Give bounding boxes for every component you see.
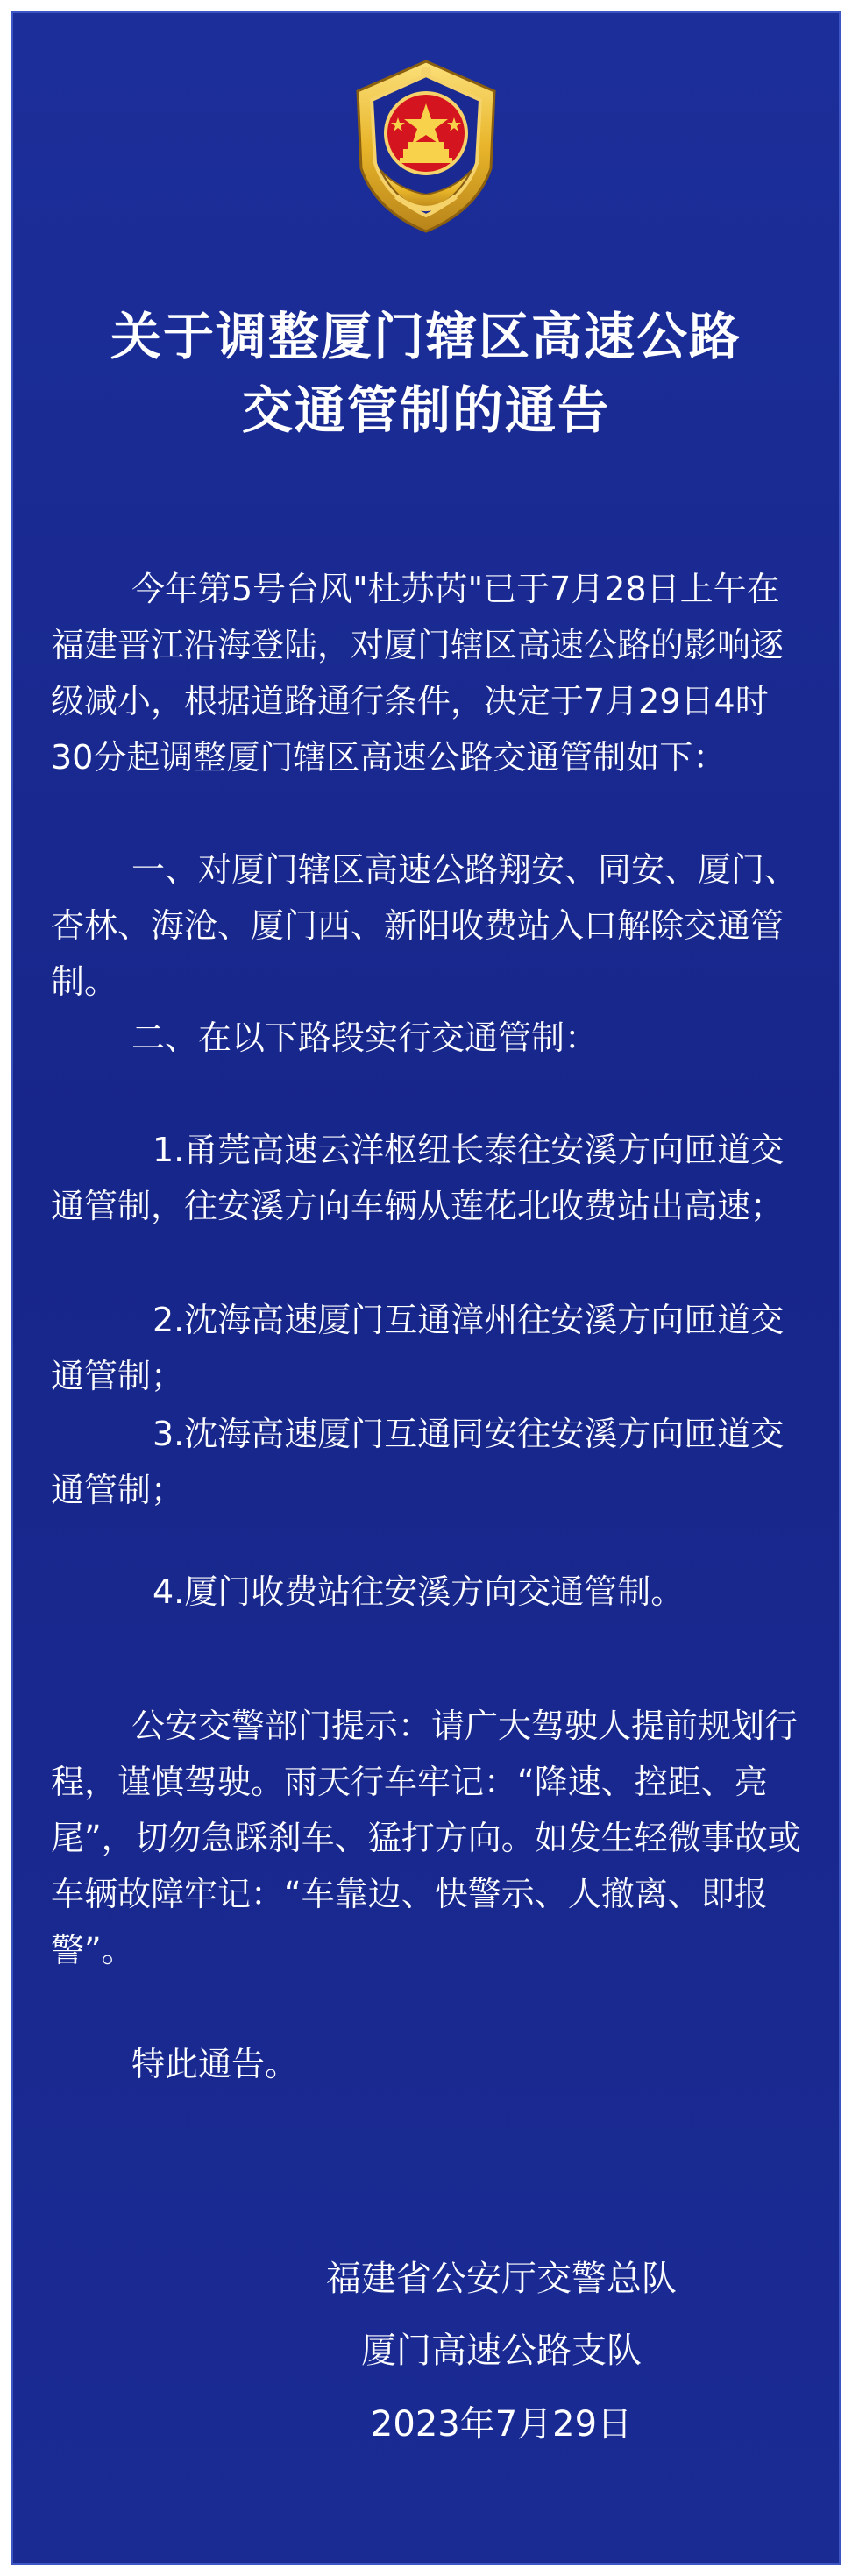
signature-date: 2023年7月29日	[370, 2404, 633, 2445]
section-two-heading: 二、在以下路段实行交通管制：	[131, 1018, 599, 1057]
notice-title-line-1: 关于调整厦门辖区高速公路	[110, 307, 742, 366]
police-emblem-icon	[345, 56, 507, 240]
control-item-2: 2.沈海高速厦门互通漳州往安溪方向匝道交通管制；	[51, 1301, 785, 1395]
section-one-paragraph: 一、对厦门辖区高速公路翔安、同安、厦门、杏林、海沧、厦门西、新阳收费站入口解除交通管制。	[51, 850, 799, 1001]
closing-line: 特此通告。	[131, 2045, 299, 2083]
safety-notice-paragraph: 公安交警部门提示：请广大驾驶人提前规划行程，谨慎驾驶。雨天行车牢记：“降速、控距、亮尾”，切勿急踩刹车、猛打方向。如发生轻微事故或车辆故障牢记：“车靠边、快警示、人撤离、即报警”。	[51, 1707, 801, 1969]
notice-panel	[11, 11, 841, 2565]
signature-org-2: 厦门高速公路支队	[361, 2331, 642, 2371]
control-item-1: 1.甬莞高速云洋枢纽长泰往安溪方向匝道交通管制，往安溪方向车辆从莲花北收费站出高速；	[51, 1131, 785, 1225]
notice-title-line-2: 交通管制的通告	[241, 380, 610, 440]
intro-paragraph: 今年第5号台风"杜苏芮"已于7月28日上午在福建晋江沿海登陆，对厦门辖区高速公路的影响逐级减小，根据道路通行条件，决定于7月29日4时30分起调整厦门辖区高速公路交通管制如下：	[51, 570, 785, 777]
control-item-3: 3.沈海高速厦门互通同安往安溪方向匝道交通管制；	[51, 1415, 785, 1509]
signature-org-1: 福建省公安厅交警总队	[326, 2259, 677, 2299]
control-item-4: 4.厦门收费站往安溪方向交通管制。	[153, 1572, 685, 1611]
